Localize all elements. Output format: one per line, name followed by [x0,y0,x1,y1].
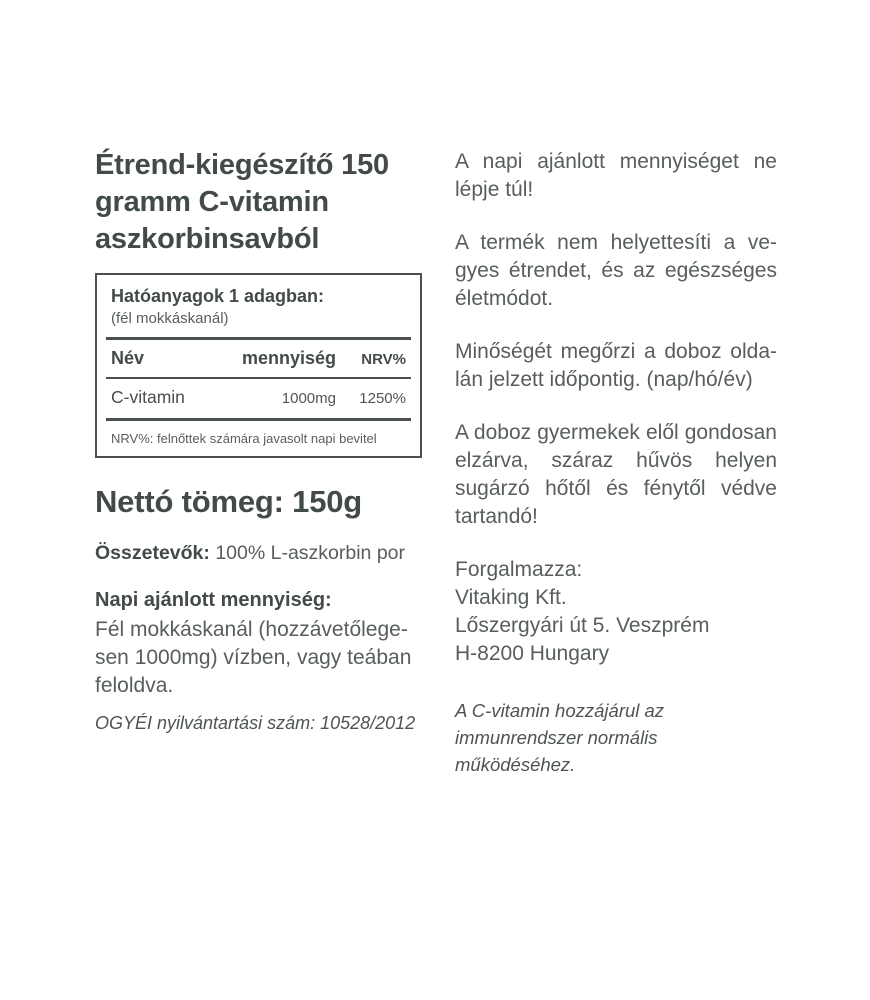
distributor-line: H-8200 Hungary [455,642,610,665]
nutrient-amount: 1000mg [281,390,336,407]
registration-number: OGYÉI nyilvántartási szám: 10528/2012 [95,713,416,733]
facts-footnote: NRV%: felnőttek számára javasolt napi bevitel [111,431,377,446]
notice-paragraph: Minőségét megőrzi a doboz oldalán jelzett időpontig. (nap/hó/év) [455,340,777,391]
distributor-heading: Forgalmazza: [455,558,583,581]
notice-paragraph: A termék nem helyettesíti a vegyes étrendet, és az egészséges életmódot. [455,231,777,310]
ingredients-line [95,541,422,565]
table-row [106,387,411,408]
ingredients-value: 100% L-aszkorbin por [215,542,405,564]
facts-heading: Hatóanyagok 1 adagban: [111,286,325,306]
facts-column-name: Név [111,348,145,368]
product-title: Étrend-kiegészítő 150 gramm C-vitamin aszkorbinsavból [95,149,389,255]
health-claim: A C-vitamin hozzájárul az immunrendszer normális működéséhez. [455,700,665,775]
ingredients-label: Összetevők: [95,542,210,564]
facts-column-nrv: NRV% [361,351,406,368]
distributor-block [455,556,777,668]
net-weight: Nettó tömeg: 150g [95,484,363,519]
distributor-line: Lőszergyári út 5. Veszprém [455,614,710,637]
daily-dose-text: Fél mokkáskanál (hozzávetőlegesen 1000mg) vízben, vagy teában feloldva. [95,618,412,697]
divider-thin [106,377,411,379]
facts-column-amount: mennyiség [241,348,336,368]
label-right-column [455,148,777,778]
nutrient-name: C-vitamin [111,387,185,407]
divider-thick [106,418,411,421]
divider-thick [106,337,411,340]
notice-paragraph: A napi ajánlott mennyiséget ne lépje túl! [455,150,777,201]
label-left-column [95,147,422,734]
supplement-facts-panel [95,273,422,458]
notice-paragraph: A doboz gyermekek elől gondosan elzárva, száraz hűvös helyen sugárzó hőtől és fénytől védve tartandó! [455,421,777,528]
daily-dose-heading: Napi ajánlott mennyiség: [95,589,332,611]
distributor-line: Vitaking Kft. [455,586,567,609]
facts-header-row [106,348,411,369]
facts-subheading: (fél mokkáskanál) [111,310,229,327]
nutrient-nrv: 1250% [359,390,406,407]
